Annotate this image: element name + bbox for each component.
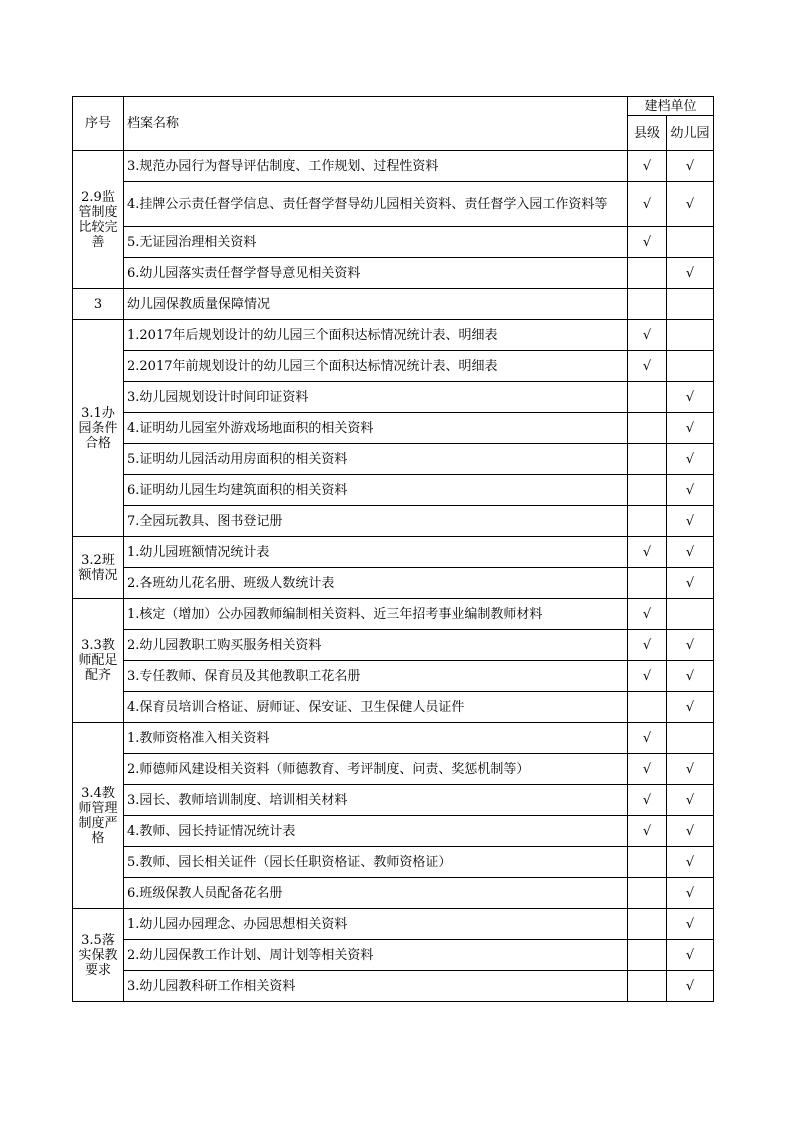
county-check: √ — [628, 723, 667, 754]
county-check — [628, 909, 667, 940]
table-row — [73, 723, 714, 754]
header-kindergarten: 幼儿园 — [667, 116, 714, 151]
kindergarten-check: √ — [667, 182, 714, 227]
row-seq: 3.2班额情况 — [73, 537, 124, 599]
kindergarten-check: √ — [667, 816, 714, 847]
county-check: √ — [628, 320, 667, 351]
header-county: 县级 — [628, 116, 667, 151]
kindergarten-check: √ — [667, 537, 714, 568]
row-name: 幼儿园保教质量保障情况 — [124, 289, 628, 320]
county-check — [628, 289, 667, 320]
table-row — [73, 320, 714, 351]
county-check — [628, 847, 667, 878]
county-check — [628, 475, 667, 506]
kindergarten-check: √ — [667, 940, 714, 971]
county-check — [628, 413, 667, 444]
county-check — [628, 692, 667, 723]
county-check: √ — [628, 182, 667, 227]
row-name: 1.2017年后规划设计的幼儿园三个面积达标情况统计表、明细表 — [124, 320, 628, 351]
kindergarten-check: √ — [667, 413, 714, 444]
row-seq: 3 — [73, 289, 124, 320]
kindergarten-check: √ — [667, 568, 714, 599]
table-row — [73, 971, 714, 1002]
row-name: 1.核定（增加）公办园教师编制相关资料、近三年招考事业编制教师材料 — [124, 599, 628, 630]
table-row — [73, 847, 714, 878]
table-row — [73, 940, 714, 971]
row-name: 3.园长、教师培训制度、培训相关材料 — [124, 785, 628, 816]
table-row — [73, 816, 714, 847]
table-row — [73, 661, 714, 692]
county-check — [628, 258, 667, 289]
table-row — [73, 258, 714, 289]
table-row — [73, 506, 714, 537]
table-row — [73, 754, 714, 785]
row-name: 3.专任教师、保育员及其他教职工花名册 — [124, 661, 628, 692]
row-seq: 2.9监管制度比较完善 — [73, 151, 124, 289]
county-check: √ — [628, 151, 667, 182]
table-row — [73, 909, 714, 940]
row-name: 5.教师、园长相关证件（园长任职资格证、教师资格证） — [124, 847, 628, 878]
county-check: √ — [628, 661, 667, 692]
row-name: 5.证明幼儿园活动用房面积的相关资料 — [124, 444, 628, 475]
table-row — [73, 537, 714, 568]
row-name: 3.幼儿园规划设计时间印证资料 — [124, 382, 628, 413]
kindergarten-check: √ — [667, 630, 714, 661]
row-name: 4.保育员培训合格证、厨师证、保安证、卫生保健人员证件 — [124, 692, 628, 723]
row-name: 5.无证园治理相关资料 — [124, 227, 628, 258]
county-check — [628, 382, 667, 413]
kindergarten-check: √ — [667, 785, 714, 816]
kindergarten-check: √ — [667, 475, 714, 506]
header-unit: 建档单位 — [628, 97, 714, 116]
table-body — [73, 151, 714, 1002]
table-row — [73, 382, 714, 413]
row-name: 6.证明幼儿园生均建筑面积的相关资料 — [124, 475, 628, 506]
row-name: 2.各班幼儿花名册、班级人数统计表 — [124, 568, 628, 599]
county-check — [628, 971, 667, 1002]
kindergarten-check: √ — [667, 506, 714, 537]
county-check: √ — [628, 785, 667, 816]
header-seq: 序号 — [73, 97, 124, 151]
row-seq: 3.1办园条件合格 — [73, 320, 124, 537]
row-seq: 3.4教师管理制度严格 — [73, 723, 124, 909]
county-check: √ — [628, 816, 667, 847]
kindergarten-check — [667, 599, 714, 630]
row-name: 7.全园玩教具、图书登记册 — [124, 506, 628, 537]
county-check: √ — [628, 537, 667, 568]
county-check — [628, 940, 667, 971]
table-row — [73, 630, 714, 661]
table-row — [73, 182, 714, 227]
row-name: 6.幼儿园落实责任督学督导意见相关资料 — [124, 258, 628, 289]
county-check: √ — [628, 351, 667, 382]
county-check — [628, 444, 667, 475]
table-row — [73, 568, 714, 599]
table-row — [73, 227, 714, 258]
kindergarten-check — [667, 289, 714, 320]
table-row — [73, 692, 714, 723]
header-name: 档案名称 — [124, 97, 628, 151]
table-row — [73, 151, 714, 182]
row-name: 4.教师、园长持证情况统计表 — [124, 816, 628, 847]
kindergarten-check — [667, 351, 714, 382]
row-name: 4.证明幼儿园室外游戏场地面积的相关资料 — [124, 413, 628, 444]
county-check: √ — [628, 754, 667, 785]
row-seq: 3.3教师配足配齐 — [73, 599, 124, 723]
row-seq: 3.5落实保教要求 — [73, 909, 124, 1002]
kindergarten-check: √ — [667, 382, 714, 413]
table-row — [73, 475, 714, 506]
kindergarten-check: √ — [667, 692, 714, 723]
row-name: 3.幼儿园教科研工作相关资料 — [124, 971, 628, 1002]
kindergarten-check: √ — [667, 847, 714, 878]
county-check: √ — [628, 227, 667, 258]
row-name: 2.2017年前规划设计的幼儿园三个面积达标情况统计表、明细表 — [124, 351, 628, 382]
county-check — [628, 506, 667, 537]
kindergarten-check: √ — [667, 151, 714, 182]
table-row — [73, 444, 714, 475]
table-row — [73, 413, 714, 444]
row-name: 2.幼儿园保教工作计划、周计划等相关资料 — [124, 940, 628, 971]
archive-table — [72, 96, 714, 1002]
kindergarten-check: √ — [667, 909, 714, 940]
table-row — [73, 289, 714, 320]
table-row — [73, 878, 714, 909]
kindergarten-check: √ — [667, 971, 714, 1002]
county-check — [628, 878, 667, 909]
row-name: 1.教师资格准入相关资料 — [124, 723, 628, 754]
row-name: 2.幼儿园教职工购买服务相关资料 — [124, 630, 628, 661]
kindergarten-check: √ — [667, 878, 714, 909]
table-row — [73, 351, 714, 382]
row-name: 1.幼儿园班额情况统计表 — [124, 537, 628, 568]
kindergarten-check: √ — [667, 754, 714, 785]
county-check — [628, 568, 667, 599]
county-check: √ — [628, 599, 667, 630]
kindergarten-check: √ — [667, 258, 714, 289]
table-row — [73, 785, 714, 816]
row-name: 3.规范办园行为督导评估制度、工作规划、过程性资料 — [124, 151, 628, 182]
kindergarten-check — [667, 227, 714, 258]
table-row — [73, 599, 714, 630]
row-name: 4.挂牌公示责任督学信息、责任督学督导幼儿园相关资料、责任督学入园工作资料等 — [124, 182, 628, 227]
county-check: √ — [628, 630, 667, 661]
row-name: 2.师德师风建设相关资料（师德教育、考评制度、问责、奖惩机制等） — [124, 754, 628, 785]
row-name: 6.班级保教人员配备花名册 — [124, 878, 628, 909]
kindergarten-check — [667, 320, 714, 351]
kindergarten-check — [667, 723, 714, 754]
kindergarten-check: √ — [667, 661, 714, 692]
kindergarten-check: √ — [667, 444, 714, 475]
row-name: 1.幼儿园办园理念、办园思想相关资料 — [124, 909, 628, 940]
